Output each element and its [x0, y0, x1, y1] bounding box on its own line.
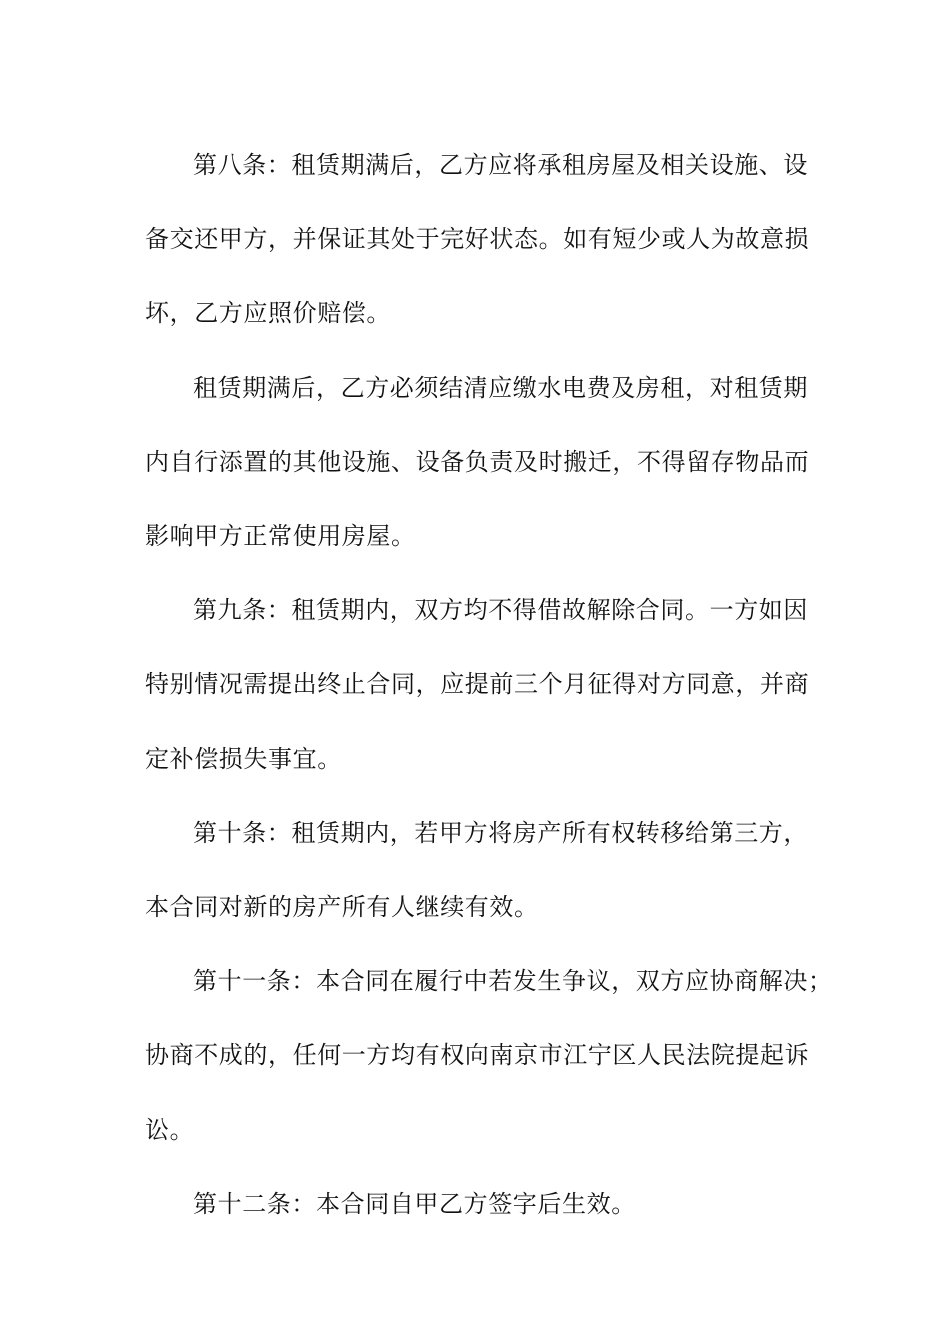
article-10-paragraph: [145, 796, 825, 944]
lease-end-paragraph: [145, 351, 825, 574]
text-line: 特别情况需提出终止合同，应提前三个月征得对方同意，并商: [145, 670, 810, 699]
article-11-paragraph: [145, 944, 833, 1167]
text-line: 影响甲方正常使用房屋。: [145, 522, 416, 551]
text-line: 第八条：租赁期满后，乙方应将承租房屋及相关设施、设: [193, 151, 808, 179]
text-line: 第九条：租赁期内，双方均不得借故解除合同。一方如因: [193, 596, 808, 625]
article-8-paragraph: [145, 128, 825, 351]
text-line: 讼。: [145, 1115, 195, 1144]
text-line: 坏，乙方应照价赔偿。: [145, 299, 391, 328]
text-line: 第十一条：本合同在履行中若发生争议，双方应协商解决；: [193, 967, 833, 996]
article-12-paragraph: [145, 1167, 825, 1241]
text-line: 定补偿损失事宜。: [145, 744, 342, 773]
text-line: 本合同对新的房产所有人继续有效。: [145, 893, 539, 922]
article-9-paragraph: [145, 573, 825, 796]
text-line: 租赁期满后，乙方必须结清应缴水电费及房租，对租赁期: [193, 373, 808, 402]
text-line: 第十二条：本合同自甲乙方签字后生效。: [193, 1189, 636, 1218]
text-line: 备交还甲方，并保证其处于完好状态。如有短少或人为故意损: [145, 225, 810, 254]
text-line: 协商不成的，任何一方均有权向南京市江宁区人民法院提起诉: [145, 1041, 810, 1070]
document-body: [145, 128, 833, 1241]
text-line: 第十条：租赁期内，若甲方将房产所有权转移给第三方，: [193, 818, 808, 847]
text-line: 内自行添置的其他设施、设备负责及时搬迁，不得留存物品而: [145, 447, 810, 476]
